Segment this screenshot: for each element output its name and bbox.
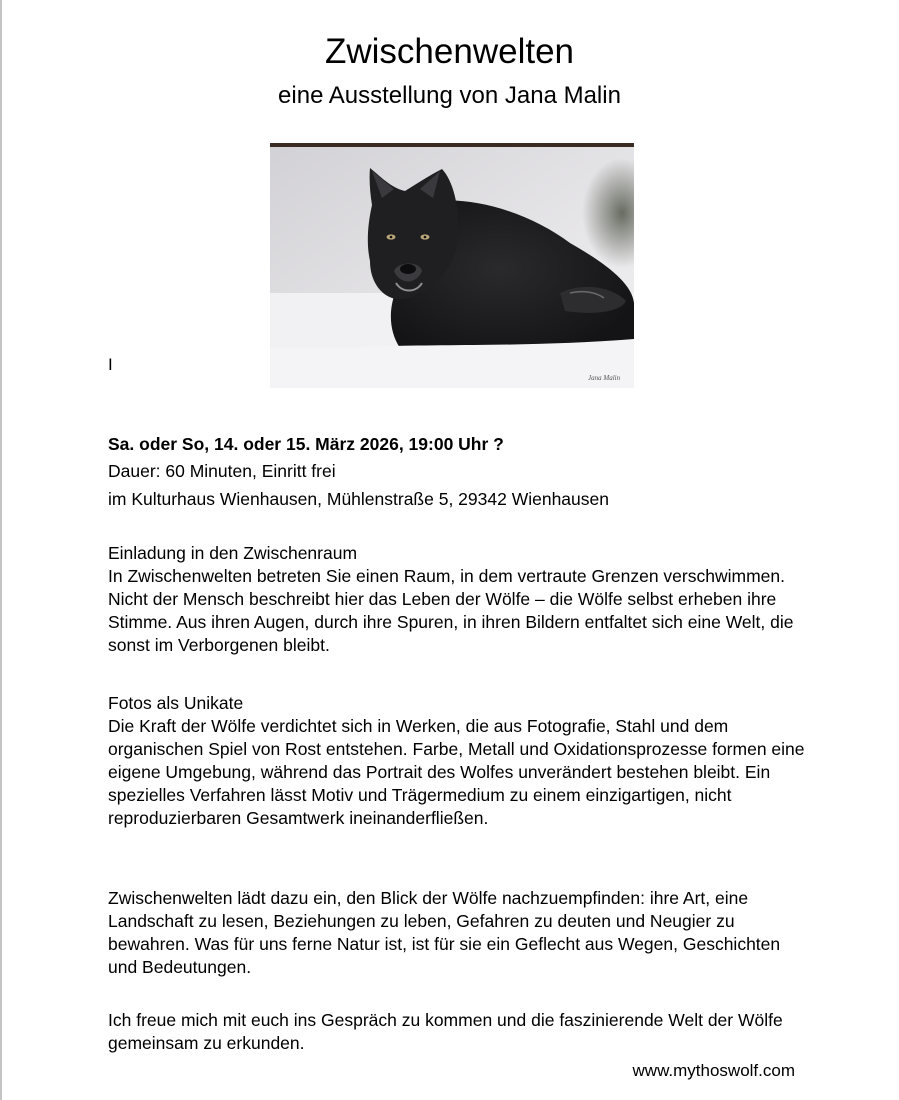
event-date: Sa. oder So, 14. oder 15. März 2026, 19:00 Uhr ? [108,434,504,454]
paragraph-text: Zwischenwelten lädt dazu ein, den Blick der Wölfe nachzuempfinden: ihre Art, eine Landschaft zu lesen, Beziehungen zu leben, Gefahren zu deuten und Neugier zu bewahren. Was für uns ferne Natur ist, ist für sie ein Geflecht aus Wegen, Geschichten und Bedeutungen. [108,888,781,977]
section-heading: Einladung in den Zwischenraum [108,543,358,563]
paragraph-text: Ich freue mich mit euch ins Gespräch zu kommen und die faszinierende Welt der Wölfe gemeinsam zu erkunden. [108,1010,783,1053]
website-link[interactable]: www.mythoswolf.com [632,1061,795,1080]
closing-paragraph-1 [108,887,808,979]
section-photos [108,691,808,830]
wolf-photo [270,143,634,388]
stray-mark: I [108,355,113,374]
section-body: In Zwischenwelten betreten Sie einen Raum, in dem vertraute Grenzen verschwimmen. Nicht der Mensch beschreibt hier das Leben der Wölfe – die Wölfe selbst erheben ihre Stimme. Aus ihren Augen, durch ihre Spuren, in ihren Bildern entfaltet sich eine Welt, die sonst im Verborgenen bleibt. [108,566,794,655]
event-duration: Dauer: 60 Minuten, Einritt frei [108,461,336,481]
section-invitation [108,541,808,657]
section-heading: Fotos als Unikate [108,693,244,713]
page-left-border [0,0,2,1100]
event-location: im Kulturhaus Wienhausen, Mühlenstraße 5, 29342 Wienhausen [108,489,609,509]
closing-paragraph-2 [108,1009,808,1055]
section-body: Die Kraft der Wölfe verdichtet sich in Werken, die aus Fotografie, Stahl und dem organischen Spiel von Rost entstehen. Farbe, Metall und Oxidationsprozesse formen eine eigene Umgebung, während das Portrait des Wolfes unverändert bestehen bleibt. Ein spezielles Verfahren lässt Motiv und Trägermedium zu einem einzigartigen, nicht reproduzierbaren Gesamtwerk ineinanderfließen. [108,716,805,828]
page-title: Zwischenwelten [325,32,574,71]
page-subtitle: eine Ausstellung von Jana Malin [278,82,621,109]
photo-signature: Jana Malin [588,374,621,382]
